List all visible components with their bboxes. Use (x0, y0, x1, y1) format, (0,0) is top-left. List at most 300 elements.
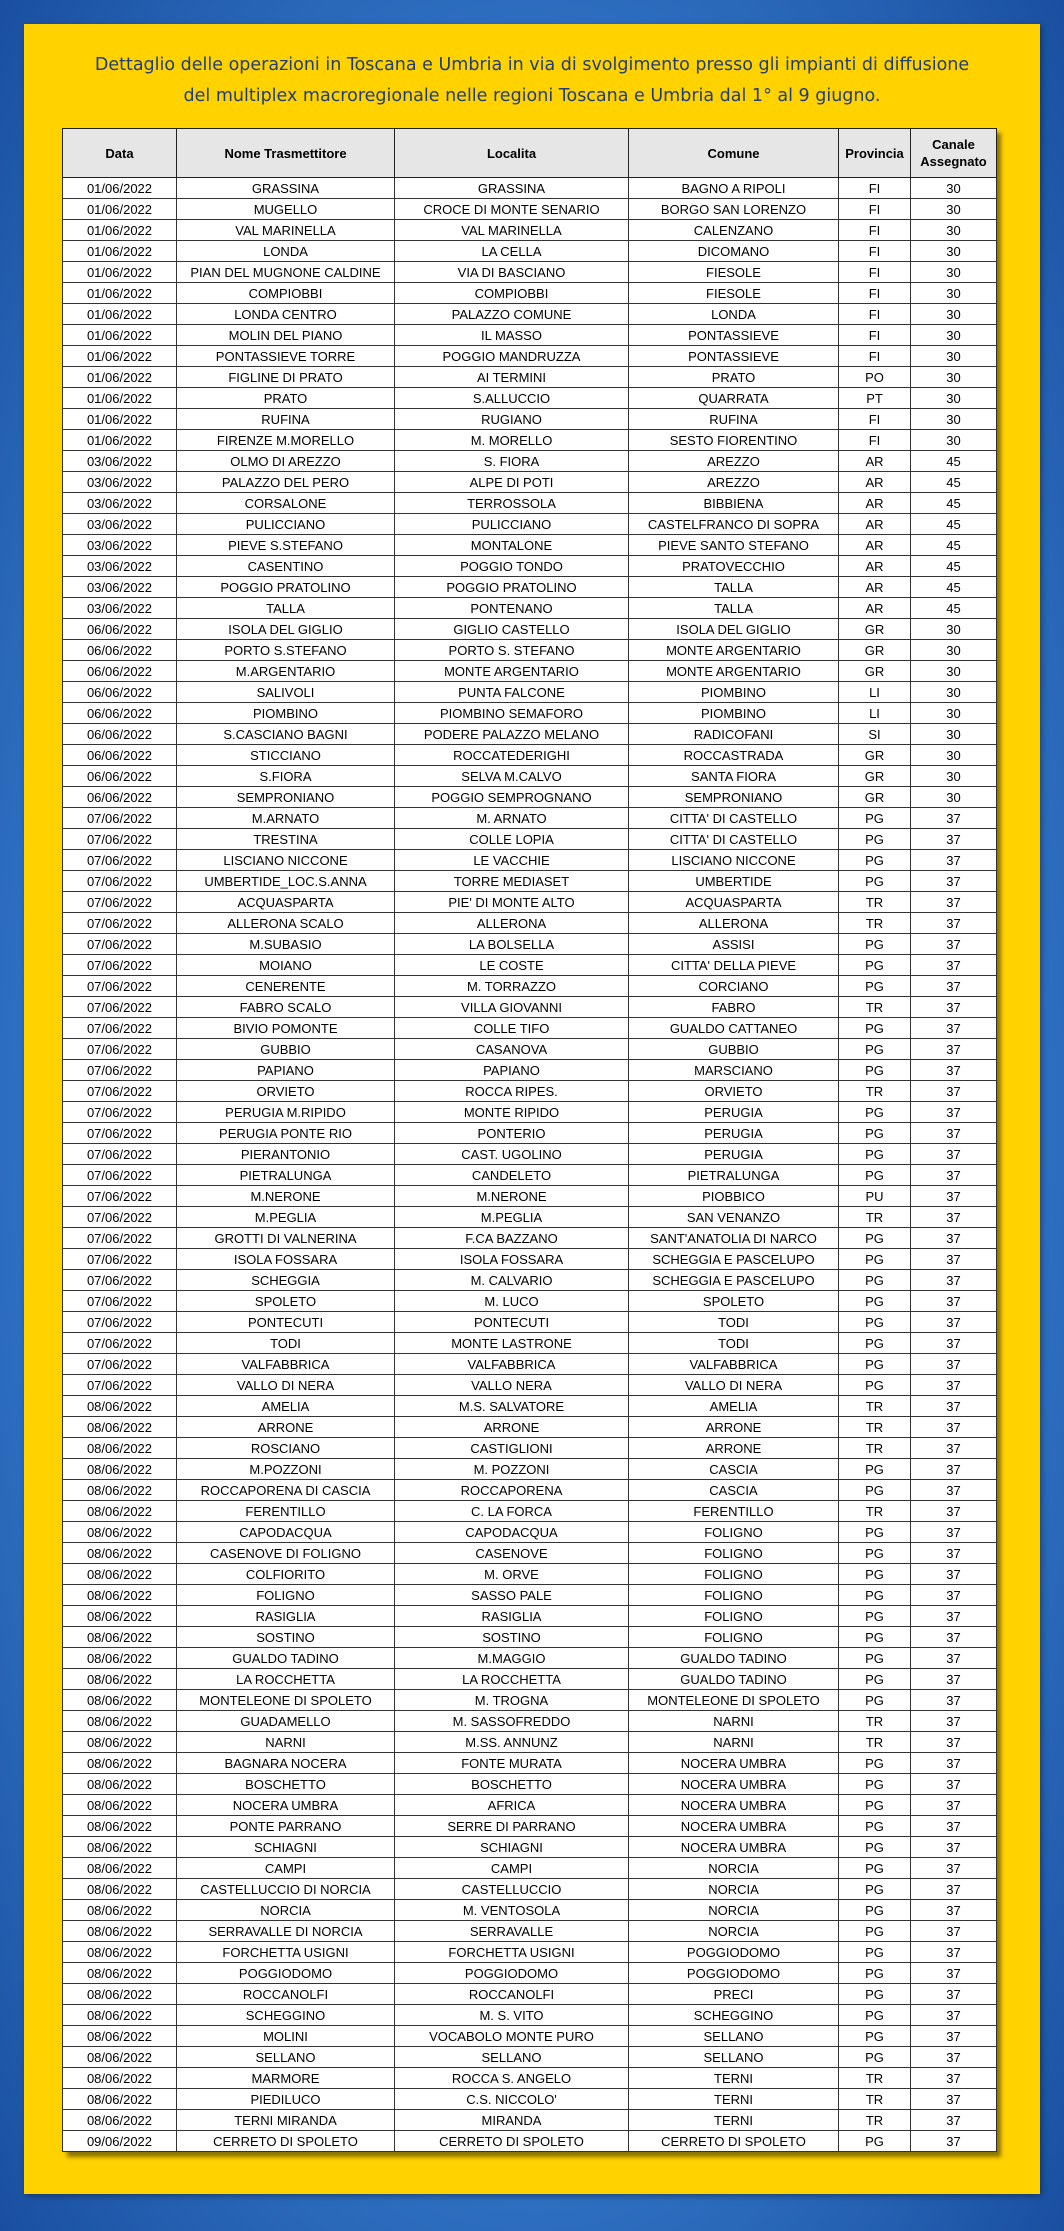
cell-data: 07/06/2022 (63, 1039, 177, 1060)
cell-nome-trasmettitore: PIETRALUNGA (177, 1165, 395, 1186)
cell-data: 01/06/2022 (63, 304, 177, 325)
table-row (63, 1060, 997, 1081)
cell-data: 07/06/2022 (63, 955, 177, 976)
cell-comune: MONTE ARGENTARIO (629, 640, 839, 661)
cell-provincia: FI (839, 304, 911, 325)
cell-nome-trasmettitore: CAPODACQUA (177, 1522, 395, 1543)
cell-localita: M. SASSOFREDDO (395, 1711, 629, 1732)
cell-localita: ALPE DI POTI (395, 472, 629, 493)
cell-canale: 37 (911, 1039, 997, 1060)
cell-canale: 37 (911, 1291, 997, 1312)
cell-data: 08/06/2022 (63, 2026, 177, 2047)
cell-comune: NOCERA UMBRA (629, 1753, 839, 1774)
cell-data: 06/06/2022 (63, 661, 177, 682)
cell-comune: PERUGIA (629, 1123, 839, 1144)
cell-comune: NARNI (629, 1711, 839, 1732)
cell-localita: PORTO S. STEFANO (395, 640, 629, 661)
header-data: Data (63, 129, 177, 178)
cell-canale: 37 (911, 1459, 997, 1480)
cell-canale: 37 (911, 2005, 997, 2026)
table-row (63, 451, 997, 472)
cell-canale: 37 (911, 1858, 997, 1879)
cell-canale: 30 (911, 409, 997, 430)
cell-provincia: PG (839, 955, 911, 976)
cell-data: 07/06/2022 (63, 1249, 177, 1270)
cell-canale: 37 (911, 1060, 997, 1081)
cell-provincia: AR (839, 493, 911, 514)
cell-nome-trasmettitore: POGGIODOMO (177, 1963, 395, 1984)
cell-canale: 37 (911, 1816, 997, 1837)
cell-comune: GUALDO CATTANEO (629, 1018, 839, 1039)
cell-provincia: PG (839, 1564, 911, 1585)
cell-data: 08/06/2022 (63, 1543, 177, 1564)
cell-localita: VALFABBRICA (395, 1354, 629, 1375)
cell-comune: TERNI (629, 2068, 839, 2089)
cell-provincia: PG (839, 1984, 911, 2005)
cell-comune: CALENZANO (629, 220, 839, 241)
cell-canale: 37 (911, 1879, 997, 1900)
cell-comune: TODI (629, 1333, 839, 1354)
cell-provincia: PG (839, 1627, 911, 1648)
cell-data: 08/06/2022 (63, 1606, 177, 1627)
cell-data: 03/06/2022 (63, 451, 177, 472)
cell-localita: POGGIO PRATOLINO (395, 577, 629, 598)
cell-localita: CAPODACQUA (395, 1522, 629, 1543)
cell-nome-trasmettitore: LA ROCCHETTA (177, 1669, 395, 1690)
cell-data: 07/06/2022 (63, 850, 177, 871)
cell-localita: VOCABOLO MONTE PURO (395, 2026, 629, 2047)
cell-provincia: PG (839, 1123, 911, 1144)
cell-data: 01/06/2022 (63, 409, 177, 430)
cell-provincia: PG (839, 1879, 911, 1900)
cell-data: 08/06/2022 (63, 1459, 177, 1480)
cell-localita: PONTECUTI (395, 1312, 629, 1333)
yellow-panel (24, 24, 1040, 2194)
cell-localita: M. TROGNA (395, 1690, 629, 1711)
cell-provincia: FI (839, 283, 911, 304)
cell-nome-trasmettitore: TERNI MIRANDA (177, 2110, 395, 2131)
cell-data: 03/06/2022 (63, 577, 177, 598)
cell-canale: 30 (911, 661, 997, 682)
cell-canale: 30 (911, 262, 997, 283)
cell-nome-trasmettitore: PIERANTONIO (177, 1144, 395, 1165)
table-row (63, 598, 997, 619)
cell-canale: 37 (911, 1774, 997, 1795)
cell-localita: GRASSINA (395, 178, 629, 199)
cell-provincia: PG (839, 1942, 911, 1963)
cell-provincia: SI (839, 724, 911, 745)
cell-comune: PONTASSIEVE (629, 325, 839, 346)
cell-data: 07/06/2022 (63, 1270, 177, 1291)
cell-comune: SEMPRONIANO (629, 787, 839, 808)
cell-comune: FIESOLE (629, 283, 839, 304)
cell-localita: POGGIO SEMPROGNANO (395, 787, 629, 808)
cell-localita: VIA DI BASCIANO (395, 262, 629, 283)
cell-canale: 37 (911, 1606, 997, 1627)
cell-data: 07/06/2022 (63, 976, 177, 997)
cell-provincia: GR (839, 745, 911, 766)
cell-provincia: TR (839, 997, 911, 1018)
cell-nome-trasmettitore: FIGLINE DI PRATO (177, 367, 395, 388)
cell-nome-trasmettitore: RASIGLIA (177, 1606, 395, 1627)
cell-canale: 37 (911, 1690, 997, 1711)
cell-data: 08/06/2022 (63, 2047, 177, 2068)
cell-data: 01/06/2022 (63, 430, 177, 451)
cell-data: 01/06/2022 (63, 325, 177, 346)
table-row (63, 1039, 997, 1060)
cell-localita: IL MASSO (395, 325, 629, 346)
cell-localita: C.S. NICCOLO' (395, 2089, 629, 2110)
cell-localita: CASTELLUCCIO (395, 1879, 629, 1900)
cell-localita: M.PEGLIA (395, 1207, 629, 1228)
table-row (63, 1249, 997, 1270)
cell-canale: 30 (911, 220, 997, 241)
cell-nome-trasmettitore: GROTTI DI VALNERINA (177, 1228, 395, 1249)
table-row (63, 304, 997, 325)
cell-nome-trasmettitore: ISOLA FOSSARA (177, 1249, 395, 1270)
table-row (63, 787, 997, 808)
cell-canale: 45 (911, 514, 997, 535)
cell-comune: AMELIA (629, 1396, 839, 1417)
cell-data: 08/06/2022 (63, 1522, 177, 1543)
cell-canale: 37 (911, 1165, 997, 1186)
cell-nome-trasmettitore: PONTE PARRANO (177, 1816, 395, 1837)
cell-canale: 37 (911, 892, 997, 913)
cell-data: 08/06/2022 (63, 1480, 177, 1501)
cell-data: 03/06/2022 (63, 556, 177, 577)
cell-canale: 37 (911, 1312, 997, 1333)
cell-localita: M. S. VITO (395, 2005, 629, 2026)
cell-data: 08/06/2022 (63, 1753, 177, 1774)
cell-localita: RUGIANO (395, 409, 629, 430)
cell-nome-trasmettitore: GUADAMELLO (177, 1711, 395, 1732)
cell-localita: COLLE TIFO (395, 1018, 629, 1039)
cell-data: 06/06/2022 (63, 787, 177, 808)
cell-comune: CITTA' DI CASTELLO (629, 808, 839, 829)
cell-canale: 37 (911, 1732, 997, 1753)
cell-provincia: PG (839, 1102, 911, 1123)
cell-localita: MONTE ARGENTARIO (395, 661, 629, 682)
cell-data: 08/06/2022 (63, 1963, 177, 1984)
cell-nome-trasmettitore: BIVIO POMONTE (177, 1018, 395, 1039)
cell-nome-trasmettitore: M.POZZONI (177, 1459, 395, 1480)
cell-comune: DICOMANO (629, 241, 839, 262)
cell-canale: 37 (911, 1144, 997, 1165)
cell-nome-trasmettitore: S.FIORA (177, 766, 395, 787)
cell-localita: MONTE LASTRONE (395, 1333, 629, 1354)
cell-canale: 37 (911, 1564, 997, 1585)
cell-provincia: PG (839, 1690, 911, 1711)
cell-nome-trasmettitore: PAPIANO (177, 1060, 395, 1081)
table-row (63, 745, 997, 766)
cell-canale: 37 (911, 1333, 997, 1354)
cell-comune: AREZZO (629, 472, 839, 493)
cell-provincia: PG (839, 1816, 911, 1837)
cell-provincia: GR (839, 766, 911, 787)
cell-nome-trasmettitore: ARRONE (177, 1417, 395, 1438)
cell-canale: 45 (911, 451, 997, 472)
cell-comune: FOLIGNO (629, 1522, 839, 1543)
cell-localita: MONTALONE (395, 535, 629, 556)
cell-comune: FOLIGNO (629, 1564, 839, 1585)
cell-localita: CASANOVA (395, 1039, 629, 1060)
cell-localita: ISOLA FOSSARA (395, 1249, 629, 1270)
cell-provincia: TR (839, 892, 911, 913)
cell-nome-trasmettitore: ACQUASPARTA (177, 892, 395, 913)
cell-data: 01/06/2022 (63, 199, 177, 220)
cell-canale: 37 (911, 1984, 997, 2005)
table-row (63, 1291, 997, 1312)
cell-data: 03/06/2022 (63, 598, 177, 619)
cell-data: 07/06/2022 (63, 934, 177, 955)
cell-provincia: TR (839, 2068, 911, 2089)
cell-data: 08/06/2022 (63, 1648, 177, 1669)
table-row (63, 1333, 997, 1354)
cell-comune: NORCIA (629, 1900, 839, 1921)
cell-provincia: TR (839, 1081, 911, 1102)
table-row (63, 577, 997, 598)
cell-data: 07/06/2022 (63, 892, 177, 913)
cell-data: 07/06/2022 (63, 1102, 177, 1123)
cell-data: 01/06/2022 (63, 283, 177, 304)
cell-provincia: PG (839, 1522, 911, 1543)
cell-data: 01/06/2022 (63, 388, 177, 409)
table-row (63, 1165, 997, 1186)
cell-comune: PIOMBINO (629, 682, 839, 703)
cell-localita: LA ROCCHETTA (395, 1669, 629, 1690)
cell-canale: 30 (911, 325, 997, 346)
cell-provincia: PG (839, 1648, 911, 1669)
table-row (63, 619, 997, 640)
cell-nome-trasmettitore: AMELIA (177, 1396, 395, 1417)
cell-nome-trasmettitore: SELLANO (177, 2047, 395, 2068)
cell-canale: 30 (911, 388, 997, 409)
cell-canale: 37 (911, 1081, 997, 1102)
cell-nome-trasmettitore: LONDA CENTRO (177, 304, 395, 325)
cell-provincia: TR (839, 1732, 911, 1753)
cell-canale: 30 (911, 619, 997, 640)
table-row (63, 1396, 997, 1417)
cell-canale: 37 (911, 2026, 997, 2047)
cell-canale: 37 (911, 1837, 997, 1858)
cell-provincia: PG (839, 1543, 911, 1564)
cell-data: 08/06/2022 (63, 1921, 177, 1942)
cell-localita: BOSCHETTO (395, 1774, 629, 1795)
cell-nome-trasmettitore: M.NERONE (177, 1186, 395, 1207)
cell-provincia: PG (839, 1249, 911, 1270)
cell-localita: POGGIO MANDRUZZA (395, 346, 629, 367)
cell-data: 08/06/2022 (63, 1669, 177, 1690)
cell-comune: SCHEGGIA E PASCELUPO (629, 1270, 839, 1291)
cell-nome-trasmettitore: MOIANO (177, 955, 395, 976)
table-row (63, 1207, 997, 1228)
cell-canale: 37 (911, 955, 997, 976)
table-row (63, 2068, 997, 2089)
cell-nome-trasmettitore: NARNI (177, 1732, 395, 1753)
cell-canale: 30 (911, 640, 997, 661)
cell-data: 08/06/2022 (63, 1501, 177, 1522)
cell-comune: SCHEGGIA E PASCELUPO (629, 1249, 839, 1270)
cell-localita: SELVA M.CALVO (395, 766, 629, 787)
cell-data: 06/06/2022 (63, 682, 177, 703)
table-row (63, 430, 997, 451)
cell-data: 03/06/2022 (63, 514, 177, 535)
table-row (63, 1312, 997, 1333)
cell-nome-trasmettitore: POGGIO PRATOLINO (177, 577, 395, 598)
table-row (63, 1186, 997, 1207)
cell-localita: S.ALLUCCIO (395, 388, 629, 409)
cell-comune: ACQUASPARTA (629, 892, 839, 913)
cell-nome-trasmettitore: STICCIANO (177, 745, 395, 766)
cell-localita: PIOMBINO SEMAFORO (395, 703, 629, 724)
cell-provincia: FI (839, 241, 911, 262)
cell-comune: TALLA (629, 598, 839, 619)
cell-provincia: FI (839, 409, 911, 430)
cell-provincia: FI (839, 220, 911, 241)
table-row (63, 1816, 997, 1837)
cell-comune: ORVIETO (629, 1081, 839, 1102)
table-row (63, 1522, 997, 1543)
cell-comune: NOCERA UMBRA (629, 1795, 839, 1816)
cell-provincia: PG (839, 1753, 911, 1774)
cell-canale: 30 (911, 367, 997, 388)
cell-comune: FOLIGNO (629, 1543, 839, 1564)
cell-canale: 30 (911, 346, 997, 367)
cell-data: 03/06/2022 (63, 535, 177, 556)
cell-data: 01/06/2022 (63, 262, 177, 283)
cell-provincia: PG (839, 1228, 911, 1249)
cell-nome-trasmettitore: ROCCAPORENA DI CASCIA (177, 1480, 395, 1501)
cell-canale: 37 (911, 997, 997, 1018)
cell-data: 07/06/2022 (63, 829, 177, 850)
cell-comune: CASCIA (629, 1480, 839, 1501)
cell-canale: 37 (911, 1921, 997, 1942)
cell-data: 07/06/2022 (63, 1207, 177, 1228)
header-canale-assegnato: Canale Assegnato (911, 129, 997, 178)
cell-provincia: TR (839, 1711, 911, 1732)
cell-data: 08/06/2022 (63, 1858, 177, 1879)
cell-comune: SELLANO (629, 2026, 839, 2047)
cell-localita: SOSTINO (395, 1627, 629, 1648)
cell-canale: 37 (911, 2047, 997, 2068)
cell-provincia: PG (839, 829, 911, 850)
table-row (63, 1900, 997, 1921)
cell-data: 07/06/2022 (63, 997, 177, 1018)
cell-data: 03/06/2022 (63, 472, 177, 493)
table-row (63, 724, 997, 745)
cell-canale: 30 (911, 766, 997, 787)
cell-provincia: FI (839, 346, 911, 367)
cell-canale: 37 (911, 1963, 997, 1984)
cell-canale: 37 (911, 1375, 997, 1396)
cell-localita: M. ARNATO (395, 808, 629, 829)
cell-localita: M. ORVE (395, 1564, 629, 1585)
table-row (63, 283, 997, 304)
cell-nome-trasmettitore: ROCCANOLFI (177, 1984, 395, 2005)
cell-localita: ROCCA RIPES. (395, 1081, 629, 1102)
cell-nome-trasmettitore: CERRETO DI SPOLETO (177, 2131, 395, 2152)
cell-provincia: FI (839, 430, 911, 451)
cell-localita: CAMPI (395, 1858, 629, 1879)
table-row (63, 1627, 997, 1648)
cell-provincia: GR (839, 661, 911, 682)
cell-localita: M.SS. ANNUNZ (395, 1732, 629, 1753)
table-row (63, 1501, 997, 1522)
cell-localita: M.MAGGIO (395, 1648, 629, 1669)
cell-data: 08/06/2022 (63, 1438, 177, 1459)
cell-localita: PONTENANO (395, 598, 629, 619)
cell-comune: FOLIGNO (629, 1627, 839, 1648)
cell-nome-trasmettitore: VAL MARINELLA (177, 220, 395, 241)
cell-provincia: PG (839, 934, 911, 955)
cell-localita: VAL MARINELLA (395, 220, 629, 241)
cell-localita: SELLANO (395, 2047, 629, 2068)
cell-nome-trasmettitore: PIAN DEL MUGNONE CALDINE (177, 262, 395, 283)
cell-canale: 37 (911, 1711, 997, 1732)
cell-canale: 30 (911, 199, 997, 220)
cell-provincia: PG (839, 1291, 911, 1312)
cell-nome-trasmettitore: CAMPI (177, 1858, 395, 1879)
table-row (63, 682, 997, 703)
cell-nome-trasmettitore: RUFINA (177, 409, 395, 430)
cell-provincia: PG (839, 1018, 911, 1039)
cell-canale: 45 (911, 472, 997, 493)
cell-comune: BIBBIENA (629, 493, 839, 514)
cell-data: 07/06/2022 (63, 1291, 177, 1312)
cell-localita: VILLA GIOVANNI (395, 997, 629, 1018)
cell-localita: COMPIOBBI (395, 283, 629, 304)
cell-data: 07/06/2022 (63, 1312, 177, 1333)
cell-comune: VALLO DI NERA (629, 1375, 839, 1396)
cell-localita: M.S. SALVATORE (395, 1396, 629, 1417)
cell-data: 08/06/2022 (63, 1984, 177, 2005)
table-body (63, 178, 997, 2152)
table-row (63, 367, 997, 388)
table-row (63, 1648, 997, 1669)
table-row (63, 1711, 997, 1732)
cell-comune: NORCIA (629, 1858, 839, 1879)
cell-provincia: PG (839, 850, 911, 871)
cell-canale: 30 (911, 178, 997, 199)
table-row (63, 262, 997, 283)
cell-canale: 37 (911, 829, 997, 850)
cell-nome-trasmettitore: VALFABBRICA (177, 1354, 395, 1375)
cell-nome-trasmettitore: CASTELLUCCIO DI NORCIA (177, 1879, 395, 1900)
cell-comune: ASSISI (629, 934, 839, 955)
cell-canale: 37 (911, 913, 997, 934)
cell-comune: CORCIANO (629, 976, 839, 997)
table-row (63, 1606, 997, 1627)
cell-canale: 37 (911, 1207, 997, 1228)
cell-nome-trasmettitore: FIRENZE M.MORELLO (177, 430, 395, 451)
cell-nome-trasmettitore: SCHEGGIA (177, 1270, 395, 1291)
table-row (63, 1669, 997, 1690)
cell-canale: 37 (911, 2131, 997, 2152)
cell-provincia: AR (839, 577, 911, 598)
cell-provincia: TR (839, 1396, 911, 1417)
cell-provincia: PG (839, 1606, 911, 1627)
table-row (63, 2131, 997, 2152)
cell-data: 07/06/2022 (63, 871, 177, 892)
table-row (63, 388, 997, 409)
table-row (63, 1270, 997, 1291)
cell-data: 08/06/2022 (63, 1795, 177, 1816)
cell-canale: 37 (911, 1585, 997, 1606)
cell-localita: GIGLIO CASTELLO (395, 619, 629, 640)
cell-localita: PIE' DI MONTE ALTO (395, 892, 629, 913)
cell-comune: BORGO SAN LORENZO (629, 199, 839, 220)
cell-provincia: PG (839, 1333, 911, 1354)
